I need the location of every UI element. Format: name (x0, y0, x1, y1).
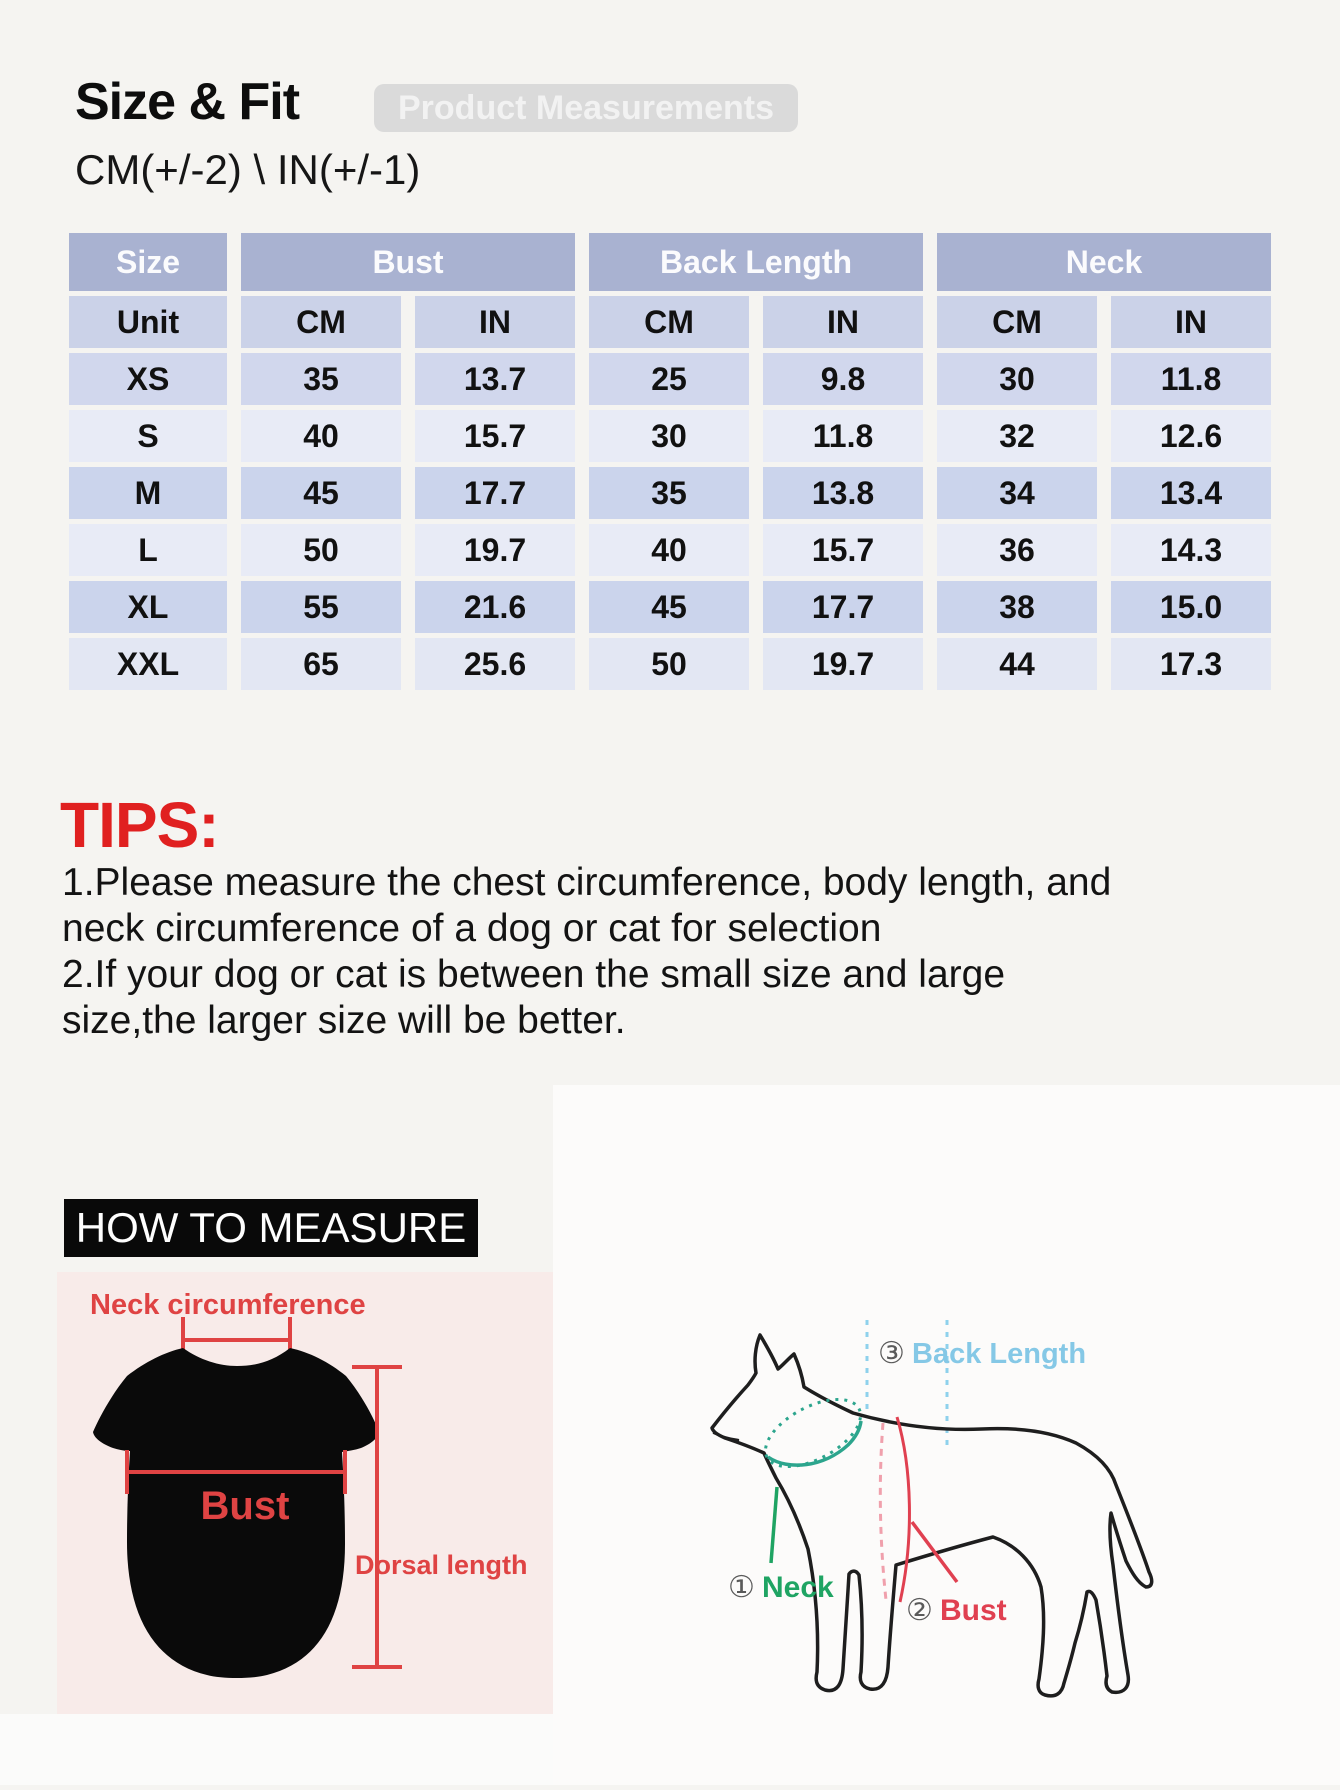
value-cell: 14.3 (1111, 524, 1271, 576)
dog-diagram (553, 1085, 1340, 1785)
size-cell: XXL (69, 638, 227, 690)
value-cell: 30 (589, 410, 749, 462)
table-group-header-row (69, 233, 1271, 291)
value-cell: 11.8 (763, 410, 923, 462)
unit-cell: IN (763, 296, 923, 348)
table-row (69, 410, 1271, 462)
value-cell: 38 (937, 581, 1097, 633)
neck-pointer-line (771, 1487, 777, 1563)
value-cell: 17.7 (415, 467, 575, 519)
unit-cell: Unit (69, 296, 227, 348)
col-group-bust: Bust (241, 233, 575, 291)
unit-cell: CM (241, 296, 401, 348)
shirt-diagram (57, 1272, 553, 1714)
value-cell: 13.8 (763, 467, 923, 519)
value-cell: 25.6 (415, 638, 575, 690)
shirt-bust-label: Bust (200, 1484, 290, 1528)
size-cell: M (69, 467, 227, 519)
value-cell: 17.7 (763, 581, 923, 633)
bust-girth (880, 1417, 957, 1602)
collar-ellipse (755, 1386, 871, 1481)
value-cell: 15.0 (1111, 581, 1271, 633)
value-cell: 13.7 (415, 353, 575, 405)
neck-number: ① (728, 1571, 755, 1604)
col-group-back-length: Back Length (589, 233, 923, 291)
tips-line: neck circumference of a dog or cat for selection (62, 907, 882, 950)
table-row (69, 524, 1271, 576)
how-to-measure-heading: HOW TO MEASURE (64, 1199, 478, 1257)
size-cell: S (69, 410, 227, 462)
back-length-label: Back Length (912, 1338, 1087, 1370)
unit-cell: CM (937, 296, 1097, 348)
value-cell: 50 (241, 524, 401, 576)
value-cell: 12.6 (1111, 410, 1271, 462)
value-cell: 19.7 (763, 638, 923, 690)
value-cell: 45 (241, 467, 401, 519)
value-cell: 50 (589, 638, 749, 690)
unit-cell: CM (589, 296, 749, 348)
tips-heading: TIPS: (60, 789, 219, 861)
value-cell: 35 (589, 467, 749, 519)
value-cell: 9.8 (763, 353, 923, 405)
tips-line: 2.If your dog or cat is between the small size and large (62, 953, 1006, 996)
unit-cell: IN (1111, 296, 1271, 348)
value-cell: 65 (241, 638, 401, 690)
value-cell: 21.6 (415, 581, 575, 633)
value-cell: 40 (241, 410, 401, 462)
tips-text (62, 860, 1302, 1044)
value-cell: 36 (937, 524, 1097, 576)
neck-circumference-label: Neck circumference (90, 1289, 366, 1321)
size-chart-table (55, 228, 1285, 695)
table-unit-row (69, 296, 1271, 348)
shirt-measure-illustration (57, 1272, 553, 1714)
dog-outline (712, 1335, 1152, 1696)
dorsal-length-label: Dorsal length (355, 1550, 528, 1580)
tips-line: size,the larger size will be better. (62, 999, 626, 1042)
neck-label: Neck (762, 1571, 834, 1604)
value-cell: 35 (241, 353, 401, 405)
size-cell: XL (69, 581, 227, 633)
tolerance-note: CM(+/-2) \ IN(+/-1) (75, 146, 421, 193)
value-cell: 34 (937, 467, 1097, 519)
value-cell: 19.7 (415, 524, 575, 576)
bust-label: Bust (940, 1594, 1007, 1627)
value-cell: 30 (937, 353, 1097, 405)
value-cell: 45 (589, 581, 749, 633)
table-row (69, 467, 1271, 519)
tips-line: 1.Please measure the chest circumference, body length, and (62, 861, 1112, 904)
value-cell: 13.4 (1111, 467, 1271, 519)
value-cell: 15.7 (763, 524, 923, 576)
product-measurements-badge: Product Measurements (374, 84, 798, 132)
unit-cell: IN (415, 296, 575, 348)
value-cell: 15.7 (415, 410, 575, 462)
table-row (69, 638, 1271, 690)
dog-measure-illustration (553, 1085, 1340, 1785)
value-cell: 25 (589, 353, 749, 405)
page-title: Size & Fit (75, 73, 300, 131)
value-cell: 17.3 (1111, 638, 1271, 690)
value-cell: 44 (937, 638, 1097, 690)
bust-number: ② (906, 1594, 933, 1627)
size-cell: XS (69, 353, 227, 405)
table-row (69, 353, 1271, 405)
size-cell: L (69, 524, 227, 576)
value-cell: 40 (589, 524, 749, 576)
value-cell: 11.8 (1111, 353, 1271, 405)
col-group-size: Size (69, 233, 227, 291)
value-cell: 55 (241, 581, 401, 633)
value-cell: 32 (937, 410, 1097, 462)
table-row (69, 581, 1271, 633)
col-group-neck: Neck (937, 233, 1271, 291)
back-length-number: ③ (878, 1337, 905, 1370)
